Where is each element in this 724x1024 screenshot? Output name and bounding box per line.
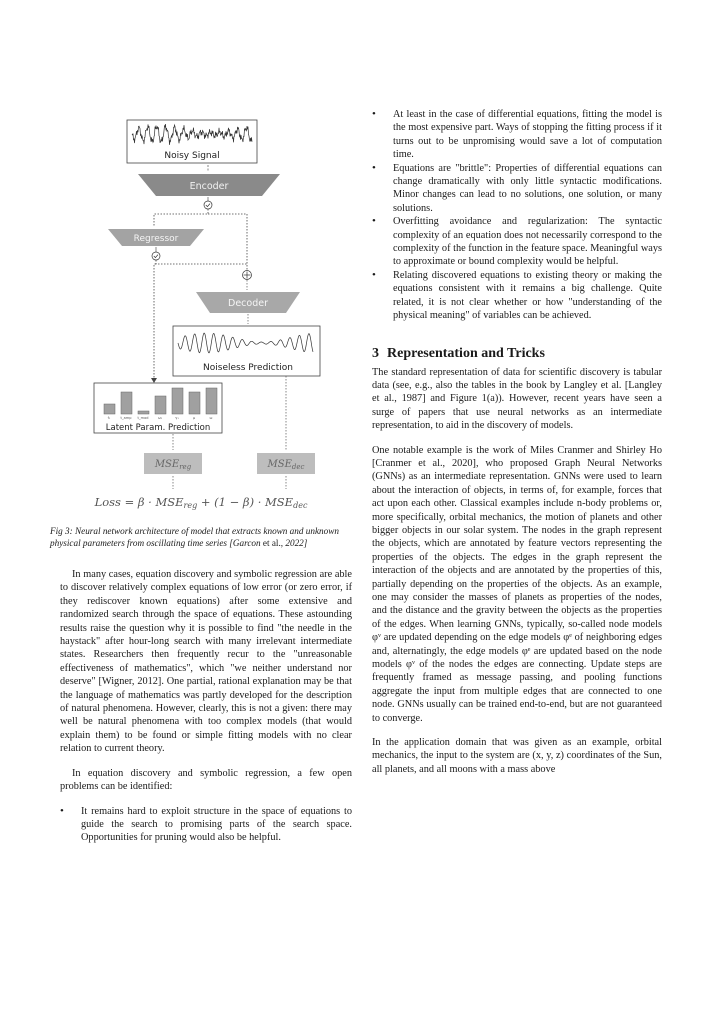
figure-caption: Fig 3: Neural network architecture of model that extracts known and unknown physical parameters from oscillating time series [Garcon et al., 2022] bbox=[50, 526, 339, 548]
section-number: 3 bbox=[372, 345, 379, 361]
latent-params-label: Latent Param. Prediction bbox=[105, 423, 211, 433]
section-paragraph-3: In the application domain that was given as an example, orbital mechanics, the input to the system are (x, y, z) coordinates of the Sun, all planets, and all moons with a mass above bbox=[372, 737, 662, 775]
latent-param-tick-label: f₁ bbox=[107, 416, 111, 420]
section-heading bbox=[372, 345, 662, 363]
mse-dec-label: $MSE_{dec}$ bbox=[267, 459, 305, 471]
list-item: • It remains hard to exploit structure in the space of equations to guide the search to promising parts of the search space. Opportunities for pruning would also be helpful. bbox=[60, 805, 352, 845]
latent-param-bar bbox=[121, 392, 132, 414]
loss-equation: Loss = β · MSEreg + (1 − β) · MSEdec bbox=[94, 495, 308, 510]
latent-param-tick-label: t_amp bbox=[120, 416, 132, 420]
latent-param-bar bbox=[189, 392, 200, 414]
latent-param-bar bbox=[172, 388, 183, 414]
list-item: • Relating discovered equations to existing theory or making the equations consistent with it remains a big challenge. Quite related, it is not clear whether or how "understanding of the physical meaning" of variables can be achieved. bbox=[372, 269, 662, 323]
latent-param-tick-label: t_mod bbox=[137, 416, 149, 420]
section-title: Representation and Tricks bbox=[387, 345, 545, 361]
latent-node-icon bbox=[204, 201, 212, 209]
noisy-signal-label: Noisy Signal bbox=[164, 151, 220, 161]
noiseless-prediction-label: Noiseless Prediction bbox=[203, 363, 293, 373]
architecture-figure bbox=[50, 112, 352, 520]
right-column-body bbox=[372, 108, 662, 776]
left-paragraph-1: In many cases, equation discovery and symbolic regression are able to discover relatively complex equations of low error (or zero error, if they rediscover known equations) after some extensive and randomized search through the space of equations. These astounding results raise the question why it is possible to find "the needle in the haystack" after hour-long search with many irrelevant intermediate states. Researchers then frequently recur to the "unreasonable effectiveness of mathematics", which "we neither understand nor deserve" [Wigner, 2012]. One partial, rational explanation may be that the language of mathematics was partly developed for the description of natural phenomena. However, clearly, this is not a given: there may well be natural phenomena with too complex models (that would explain them) to be found or simple fitting models with no clear relation to current theory. bbox=[60, 569, 352, 755]
right-bullet-list bbox=[372, 108, 662, 323]
left-column-body bbox=[60, 568, 352, 845]
section-paragraph-2: One notable example is the work of Miles Cranmer and Shirley Ho [Cranmer et al., 2020], who proposed Graph Neural Networks (GNNs) as an intermediate representation. GNNs were used to learn about the interaction of objects, in terms of, for example, forces that act upon each other. Classical examples include n-body problems or, more specifically, orbital mechanics, the motion of planets and other bigger objects in our solar system. The nodes in the graph represent the objects, which are annotated by feature vectors representing the properties of the objects. The edges in the graph represent the interaction of the objects and are annotated by the properties of this, partially depending on the properties of the objects. As an example, one may consider the masses of planets as properties of the nodes, and the distance and the gravity between the objects as the properties of the edges. When learning GNNs, typically, so-called node models φᵛ are updated depending on the edge models φᵉ of neighboring edges and, alternatingly, the edge models φᵉ are updated based on the node models φᵛ of the nodes the edges are connecting. Update steps are frequently framed as message passing, and pooling functions aggregate the input from multiple edges that are connected to one node. GNNs usually can be trained end-to-end, but are not guaranteed to converge. bbox=[372, 444, 662, 724]
latent-param-bar bbox=[206, 388, 217, 414]
list-item: • Overfitting avoidance and regularization: The syntactic complexity of an equation does not necessarily correspond to the complexity of the function in the feature space. Meaningful ways to approximate or bound complexity would be helpful. bbox=[372, 215, 662, 269]
latent-param-bar bbox=[104, 404, 115, 414]
regressor-label: Regressor bbox=[133, 234, 179, 244]
encoder-label: Encoder bbox=[189, 181, 229, 192]
left-bullet-list bbox=[60, 805, 352, 845]
latent-param-tick-label: μ bbox=[192, 416, 196, 420]
latent-param-bar bbox=[155, 396, 166, 414]
left-paragraph-2: In equation discovery and symbolic regression, a few open problems can be identified: bbox=[60, 767, 352, 793]
decoder-label: Decoder bbox=[228, 298, 268, 309]
mse-reg-label: $MSE_{reg}$ bbox=[154, 459, 192, 471]
list-item: • Equations are "brittle": Properties of differential equations can change dramatically with only little syntactic modifications. Minor changes can lead to no solutions, one solution, or many solutions. bbox=[372, 162, 662, 216]
latent-param-bar bbox=[138, 411, 149, 414]
latent-param-tick-label: ω bbox=[209, 416, 213, 420]
regressor-node-icon bbox=[152, 252, 160, 260]
section-paragraph-1: The standard representation of data for scientific discovery is tabular data (see, e.g., also the tables in the book by Langley et al. [Langley et al., 1987] and Figure 1(a)). However, recent years have seen a surge of papers that use neural networks as an intermediate representation, to aid in the discovery of models. bbox=[372, 366, 662, 432]
latent-param-tick-label: ω₁ bbox=[157, 416, 163, 420]
list-item: • At least in the case of differential equations, fitting the model is the most expensive part. Ways of stopping the fitting process if it turns out to be unpromising would save a lot of computation time. bbox=[372, 108, 662, 162]
latent-param-tick-label: γ₁ bbox=[175, 416, 179, 420]
